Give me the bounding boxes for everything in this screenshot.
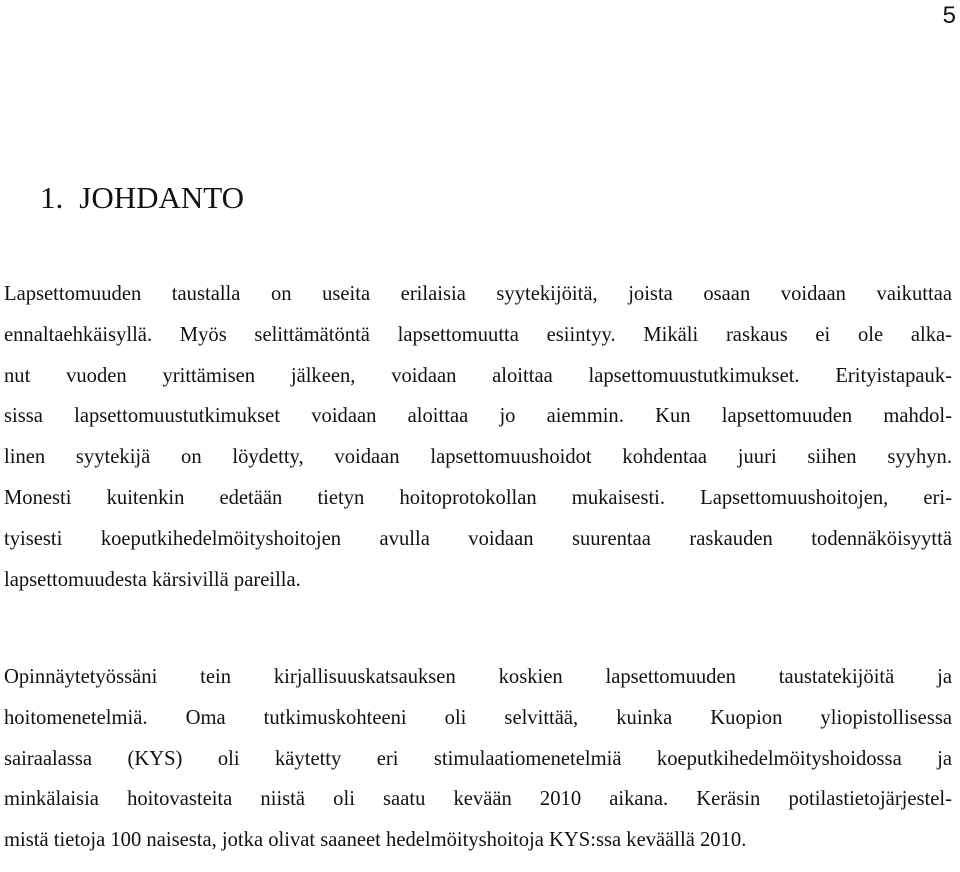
chapter-number: 1. bbox=[40, 180, 64, 215]
paragraph-line: ennaltaehkäisyllä. Myös selittämätöntä lapsettomuutta esiintyy. Mikäli raskaus ei ole alka- bbox=[4, 323, 952, 346]
paragraph-line: Lapsettomuuden taustalla on useita erilaisia syytekijöitä, joista osaan voidaan vaikuttaa bbox=[4, 283, 952, 305]
paragraph-2 bbox=[4, 657, 952, 861]
paragraph-line: minkälaisia hoitovasteita niistä oli saatu kevään 2010 aikana. Keräsin potilastietojärjestel- bbox=[4, 788, 952, 811]
paragraph-line: linen syytekijä on löydetty, voidaan lapsettomuushoidot kohdentaa juuri siihen syyhyn. bbox=[4, 446, 952, 469]
paragraph-line: nut vuoden yrittämisen jälkeen, voidaan aloittaa lapsettomuustutkimukset. Erityistapauk- bbox=[4, 364, 952, 387]
paragraph-line: mistä tietoja 100 naisesta, jotka olivat saaneet hedelmöityshoitoja KYS:ssa keväällä 2010. bbox=[4, 829, 747, 852]
paragraph-line: tyisesti koeputkihedelmöityshoitojen avulla voidaan suurentaa raskauden todennäköisyyttä bbox=[4, 527, 952, 550]
paragraph-line: Monesti kuitenkin edetään tietyn hoitoprotokollan mukaisesti. Lapsettomuushoitojen, eri- bbox=[4, 486, 952, 509]
chapter-heading bbox=[40, 176, 244, 220]
paragraph-line: sairaalassa (KYS) oli käytetty eri stimulaatiomenetelmiä koeputkihedelmöityshoidossa ja bbox=[4, 747, 952, 770]
page-number: 5 bbox=[942, 2, 956, 29]
chapter-title: JOHDANTO bbox=[79, 180, 245, 215]
paragraph-line: hoitomenetelmiä. Oma tutkimuskohteeni oli selvittää, kuinka Kuopion yliopistollisessa bbox=[4, 706, 952, 729]
paragraph-line: Opinnäytetyössäni tein kirjallisuuskatsauksen koskien lapsettomuuden taustatekijöitä ja bbox=[4, 666, 952, 688]
paragraph-1 bbox=[4, 274, 952, 600]
paragraph-line: sissa lapsettomuustutkimukset voidaan aloittaa jo aiemmin. Kun lapsettomuuden mahdol- bbox=[4, 405, 952, 428]
paragraph-line: lapsettomuudesta kärsivillä pareilla. bbox=[4, 568, 301, 591]
